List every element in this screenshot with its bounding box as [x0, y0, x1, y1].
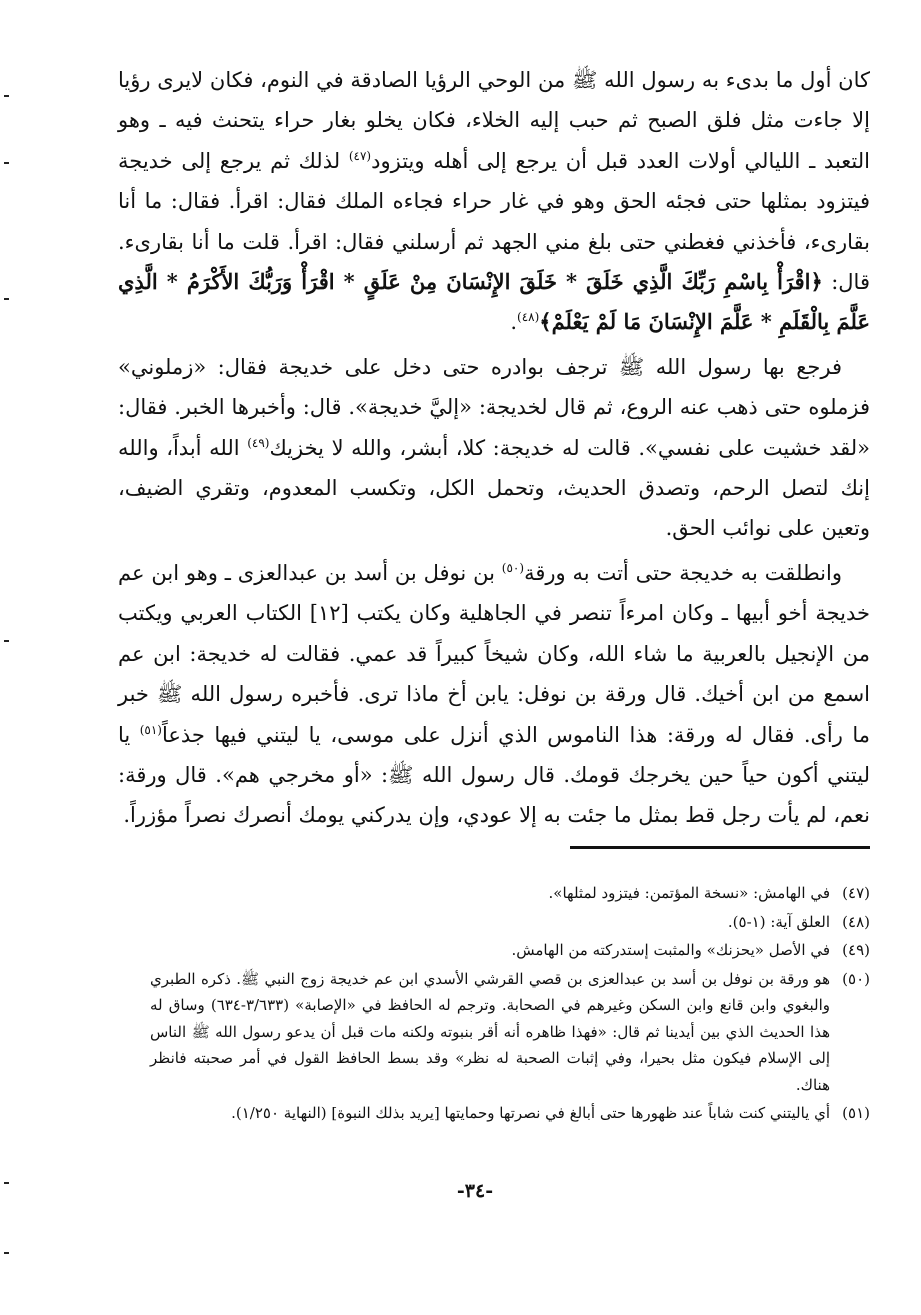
footnote-49: [150, 937, 870, 964]
footnote-text: هو ورقة بن نوفل بن أسد بن عبدالعزى بن قصي القرشي الأسدي ابن عم خديجة زوج النبي ﷺ. ذكره الطبري والبغوي وابن قانع وابن السكن وغيرهم في الصحابة. وترجم له الحافظ في «الإصابة» (٣/٦٣٣-٦٣٤) وساق له هذا الحديث الذي بين أيدينا ثم قال: «فهذا ظاهره أنه أقر بنبوته ولكنه مات قبل أن يدعو رسول الله ﷺ الناس إلى الإسلام فيكون مثل بحيرا، وفي إثبات الصحبة له نظر» وقد بسط الحافظ القول في أمر صحبته فانظر هناك.: [150, 969, 830, 1094]
footnote-number: (٤٧): [842, 884, 870, 902]
main-text: [118, 60, 870, 836]
paragraph-revelation: [118, 60, 870, 343]
footnote-text: في الأصل «يحزنك» والمثبت إستدركته من الهامش.: [511, 941, 830, 959]
paragraph-text: وانطلقت به خديجة حتى أتت به ورقة: [524, 560, 843, 585]
footnote-number: (٤٨): [842, 912, 870, 931]
footnote-ref-49[interactable]: (٤٩): [247, 435, 270, 450]
paragraph-return: [118, 347, 870, 549]
footnote-51: [150, 1100, 870, 1127]
footnote-number: (٥٠): [842, 969, 870, 988]
scan-mark: [4, 162, 9, 164]
footnote-number: (٤٩): [842, 941, 870, 959]
footnote-50: [150, 966, 870, 1099]
footnote-text: أي ياليتني كنت شاباً عند ظهورها حتى أبالغ في نصرتها وحمايتها [يريد بذلك النبوة] (النهاية ١/٢٥٠).: [231, 1104, 830, 1122]
paragraph-text: الله أبداً، والله إنك لتصل الرحم، وتصدق الحديث، وتحمل الكل، وتكسب المعدوم، وتقري الضيف، وتعين على نوائب الحق.: [118, 435, 870, 541]
footnote-ref-50[interactable]: (٥٠): [501, 560, 525, 575]
footnote-text: العلق آية: (١-٥).: [727, 912, 830, 931]
footnote-separator: [570, 846, 870, 849]
footnote-ref-51[interactable]: (٥١): [139, 722, 162, 737]
scan-mark: [4, 640, 9, 642]
scan-mark: [4, 1182, 9, 1184]
paragraph-text: بن نوفل بن أسد بن عبدالعزى ـ وهو ابن عم خديجة أخو أبيها ـ وكان امرءاً تنصر في الجاهلية وكان يكتب [١٢] الكتاب العربي ويكتب من الإنجيل بالعربية ما شاء الله، وكان شيخاً كبيراً قد عمي. فقالت له خديجة: ابن عم اسمع من ابن أخيك. قال ورقة بن نوفل: يابن أخ ماذا ترى. فأخبره رسول الله ﷺ خبر ما رأى. فقال له ورقة: هذا الناموس الذي أنزل على موسى، يا ليتني فيها جذعاً: [118, 560, 871, 747]
scan-mark: [4, 298, 9, 300]
footnote-ref-47[interactable]: (٤٧): [348, 148, 372, 163]
footnotes: [150, 880, 870, 1129]
paragraph-text: .: [510, 310, 518, 335]
quran-verse: ﴿اقْرَأْ بِاسْمِ رَبِّكَ الَّذِي خَلَقَ * خَلَقَ الإِنْسَانَ مِنْ عَلَقٍ * اقْرَأْ وَرَبُّكَ الأَكْرَمُ * الَّذِي عَلَّمَ بِالْقَلَمِ * عَلَّمَ الإِنْسَانَ مَا لَمْ يَعْلَمْ﴾: [118, 269, 870, 335]
footnote-ref-48[interactable]: (٤٨): [517, 310, 540, 325]
footnote-48: [150, 909, 870, 936]
scan-mark: [4, 1252, 9, 1254]
footnote-number: (٥١): [842, 1104, 870, 1122]
paragraph-text: فرجع بها رسول الله ﷺ ترجف بوادره حتى دخل على خديجة فقال: «زملوني» فزملوه حتى ذهب عنه الروع، ثم قال لخديجة: «إليَّ خديجة». قال: وأخبرها الخبر. فقال: «لقد خشيت على نفسي». قالت له خديجة: كلا، أبشر، والله لا يخزيك: [118, 354, 870, 460]
page-number: -٣٤-: [456, 1180, 494, 1202]
scan-mark: [4, 95, 9, 97]
paragraph-text: كان أول ما بدىء به رسول الله ﷺ من الوحي الرؤيا الصادقة في النوم، فكان لايرى رؤيا إلا جاءت مثل فلق الصبح ثم حبب إليه الخلاء، فكان يخلو بغار حراء يتحنث فيه ـ وهو التعبد ـ الليالي أولات العدد قبل أن يرجع إلى أهله ويتزود: [118, 68, 870, 173]
footnote-47: [150, 880, 870, 907]
paragraph-waraqa: [118, 553, 870, 836]
paragraph-text: لذلك ثم يرجع إلى خديجة فيتزود بمثلها حتى فجئه الحق وهو في غار حراء فجاءه الملك فقال: اقرأ. فقال: ما أنا بقارىء، فأخذني فغطني حتى بلغ مني الجهد ثم أرسلني فقال: اقرأ. قلت ما أنا بقارىء. قال:: [118, 148, 870, 295]
footnote-text: في الهامش: «نسخة المؤتمن: فيتزود لمثلها».: [548, 884, 830, 902]
paragraph-text: يا ليتني أكون حياً حين يخرجك قومك. قال رسول الله ﷺ: «أو مخرجي هم». قال ورقة: نعم، لم يأت رجل قط بمثل ما جئت به إلا عودي، وإن يدركني يومك أنصرك نصراً مؤزراً.: [118, 722, 870, 828]
